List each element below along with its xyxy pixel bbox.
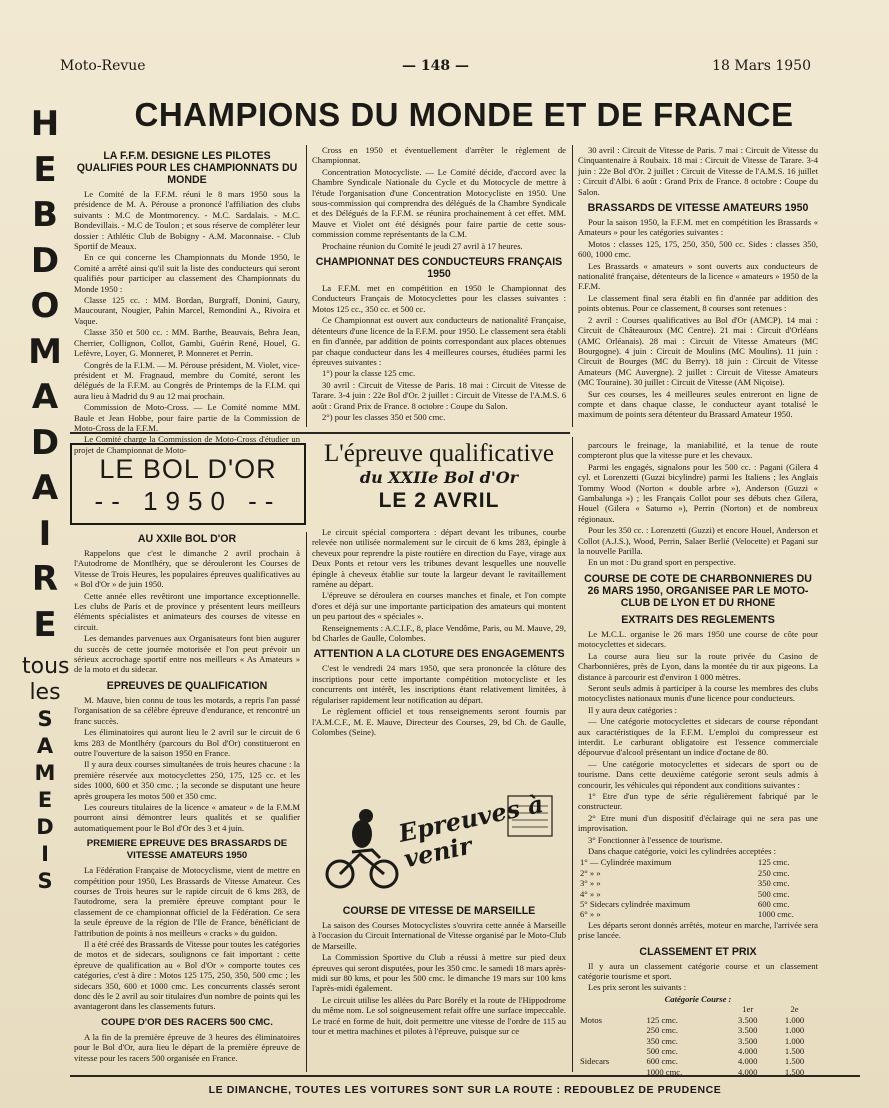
table-row (578, 1067, 818, 1077)
paragraph: Il y aura un classement catégorie course et un classement catégorie tourisme et sport. (578, 960, 818, 982)
table-row (578, 1025, 818, 1035)
side-word-les: les (29, 680, 61, 705)
paragraph: Les prix seront les suivants : (588, 982, 687, 993)
paragraph: Dans chaque catégorie, voici les cylindrées acceptées : (588, 846, 777, 856)
paragraph: Commission de Moto-Cross. — Le Comité nomme MM. Baule et Jean Hobbe, pour faire partie de la Commission de Moto-Cross de la F.F.M. (74, 402, 300, 433)
column-divider (306, 145, 307, 427)
side-letter: R (31, 559, 59, 599)
paragraph: 1°) pour la classe 125 cmc. (322, 368, 416, 379)
magazine-name: Moto-Revue (60, 58, 146, 74)
table-cell: 6° » » (580, 909, 601, 920)
table-cell: 125 cmc. (757, 857, 790, 868)
paragraph: Le Comité charge la Commission de Moto-Cross d'étudier un projet de Championnat de Moto- (74, 434, 300, 455)
bol-dor-title: LE BOL D'OR (99, 454, 277, 484)
bol-dor-headline (312, 440, 566, 514)
paragraph: 2 avril : Courses qualificatives au Bol d'Or (AMCP). 14 mai : Circuit de Châteauroux (MC Centre). 21 mai : Circuit d'Orléans (AMC Orléanais). 28 mai : Circuit de Vitesse Amateurs (MC Bourgogne). 4 juin : Circuit de Moulins (MC Moulins). 11 juin : Circuit de Bourges (MC du Berry). 18 juin : Circuit de Vitesse Amateurs (MC Auvergne). 2 juillet : Circuit de Vitesse Amateurs (MC Touraine). 30 juillet : Circuit de Vitesse (AM Niçoise). (578, 314, 818, 388)
paragraph: Le circuit spécial comportera : départ devant les tribunes, courbe relevée non utilisée normalement sur le circuit de 6 kms 283, épingle à cheveux pour reprendre la piste routière en direction du Faye, virage aux Deux Ponts et retour vers les tribunes devant lesquelles une nouvelle épingle à cheveux établie sur toute la largeur devant le ravitaillement ramène au départ. (312, 527, 566, 590)
side-letter: D (36, 815, 54, 839)
issue-date: 18 Mars 1950 (712, 58, 811, 74)
headline: COUPE D'OR DES RACERS 500 CMC. (101, 1016, 273, 1028)
epreuves-illustration (322, 788, 562, 892)
paragraph: 30 avril : Circuit de Vitesse de Paris. 18 mai : Circuit de Vitesse de Tarare. 3-4 juin : 22e Bol d'Or. 2 juillet : Circuit de Vitesse de l'A.M.S. 6 août : Grand Prix de France. 8 octobre : Coupe du Salon. (312, 379, 566, 411)
paragraph: La Commission Sportive du Club a réussi à mettre sur pied deux épreuves qui seront disputées, pour les 350 cmc. le samedi 18 mars après-midi sur 80 kms, et pour les 500 cmc. le dimanche 19 mars sur 100 kms l'après-midi également. (312, 952, 566, 994)
side-letter: M (28, 331, 62, 372)
table-cell (578, 1067, 644, 1077)
table-cell: 4° » » (580, 888, 601, 899)
table-cell: 600 cmc. (646, 1056, 678, 1067)
paragraph: Motos : classes 125, 175, 250, 350, 500 cc. Sides : classes 350, 600, 1000 cmc. (578, 238, 818, 260)
side-word-tous: tous (22, 654, 70, 679)
paragraph: 30 avril : Circuit de Vitesse de Paris. 7 mai : Circuit de Vitesse du Cinquantenaire à Roubaix. 18 mai : Circuit de Vitesse de Tarare. 3-4 juin : 22e Bol d'Or. 2 juillet : Circuit de Vitesse de l'A.M.S. 16 juillet : Circuit d'Albi. 6 août : Grand Prix de France. 8 octobre : Coupe du Salon. (578, 145, 818, 197)
paragraph: — Une catégorie motocyclettes et sidecars de course répondant aux caractéristiques de la F.F.M. L'emploi du compresseur est interdit. Le carburant obligatoire est l'essence commerciale dépourvue d'alcool présentant un indice d'octane de 80. (578, 716, 818, 758)
headline: CHAMPIONNAT DES CONDUCTEURS FRANÇAIS 1950 (315, 256, 563, 281)
table-cell: 3.500 (738, 1014, 758, 1025)
table-cell: 1.500 (784, 1066, 805, 1077)
column-1 (74, 145, 300, 456)
paragraph: Le règlement officiel et tous renseignements seront fournis par l'A.M.C.F., M. E. Mauve, Directeur des Courses, 29, bd Ch. de Gaulle, Colombes (Seine). (312, 706, 566, 737)
side-banner (22, 102, 68, 895)
epreuve-date: LE 2 AVRIL (378, 489, 500, 512)
paragraph: 3° Fonctionner à l'essence de tourisme. (588, 834, 723, 845)
paragraph: A la fin de la première épreuve de 3 heures des éliminatoires pour le Bol d'Or, aura lieu le départ de la première épreuve de vitesse pour les racers 500 organisée en France. (74, 1031, 300, 1063)
headline: LA F.F.M. DESIGNE LES PILOTES QUALIFIES POUR LES CHAMPIONNATS DU MONDE (76, 150, 298, 186)
table-cell: 250 cmc. (757, 867, 790, 878)
paragraph: Seront seuls admis à participer à la course les membres des clubs motocyclistes nationaux munis d'une licence pour conducteurs. (578, 682, 818, 704)
prix-title: Catégorie Course : (664, 993, 732, 1004)
paragraph: Il y aura deux courses simultanées de trois heures chacune : la première réservée aux motocyclettes 250, 175, 125 cc. et les sides 1000, 600 et 350 cmc. ; la seconde se disputant une heure après groupera les motos 500 et 350 cmc. (74, 759, 300, 801)
table-row (578, 1004, 818, 1014)
paragraph: 2°) pour les classes 350 et 500 cmc. (322, 411, 446, 422)
table-cell: 4.000 (738, 1045, 758, 1056)
paragraph: Sur ces courses, les 4 meilleures seules entreront en ligne de compte et dans chaque classe, le conducteur ayant totalisé le maximum de points sera détenteur du Brassard Amateur 1950. (578, 388, 818, 420)
paragraph: Les coureurs titulaires de la licence « amateur » de la F.M.M pourront ainsi démontrer leurs qualités et se qualifier automatiquement pour le Bol d'Or des 3 et 4 juin. (74, 801, 300, 833)
paragraph: 2° Etre muni d'un dispositif d'éclairage qui ne sera pas une improvisation. (578, 812, 818, 834)
bol-dor-year: -- 1950 -- (94, 486, 282, 516)
table-cell: 4.000 (738, 1066, 758, 1077)
paragraph: La F.F.M. met en compétition en 1950 le Championnat des Conducteurs Français de Motocyclettes pour les classes suivantes : Motos 125 cc., 350 cc. et 500 cc. (312, 283, 566, 314)
paragraph: M. Mauve, bien connu de tous les motards, a repris l'an passé l'organisation de sa célèbre épreuve d'endurance, et rencontré un franc succès. (74, 694, 300, 726)
epreuves-a-venir-text: Epreuves à venir (395, 788, 546, 874)
table-cell: 250 cmc. (646, 1025, 678, 1036)
paragraph: parcours le freinage, la maniabilité, et la tenue de route compteront plus que la vitesse pure et les chevaux. (578, 440, 818, 461)
column-divider (306, 532, 307, 1072)
paragraph: Classe 125 cc. : MM. Bordan, Burgraff, Donini, Gaury, Maucourant, Nougier, Pahin Marcel, Remondini A., Rivoira et Vaque. (74, 295, 300, 326)
paragraph: Le M.C.L. organise le 26 mars 1950 une course de côte pour motocyclettes et sidecars. (578, 628, 818, 650)
headline: COURSE DE VITESSE DE MARSEILLE (342, 905, 536, 917)
table-cell (578, 1025, 644, 1035)
paragraph: Congrès de la F.I.M. — M. Pérouse président, M. Violet, vice-président et M. Fragnaud, membre du Comité, seront les délégués de la F.F.M. au Congrès de Printemps de la F.I.M. qui aura lieu à Madrid du 9 au 12 mai prochain. (74, 359, 300, 401)
paragraph: Il y aura deux catégories : (588, 704, 678, 715)
headline: CLASSEMENT ET PRIX (639, 945, 757, 958)
prix-table (578, 1004, 818, 1077)
side-letter: S (37, 869, 53, 893)
epreuve-subtitle: du XXIIe Bol d'Or (359, 468, 519, 487)
column-1-lower (74, 528, 300, 1064)
paragraph: Parmi les engagés, signalons pour les 500 cc. : Pagani (Gilera 4 cyl. et Lorenzetti (Guzzi bicylindre) parmi les Italiens ; les Anglais Tommy Wood (Norton « double arbre »), Anderson (Guzzi « Gambalunga ») ; les Français Collot pour ses débuts chez Gilera, Houel (Gilera « Saturno »), Perrin (Norton) et de nombreux régionaux. (578, 461, 818, 524)
table-cell: 1.500 (784, 1056, 805, 1067)
table-cell: 4.000 (738, 1056, 758, 1067)
table-cell: 1.000 (784, 1014, 805, 1025)
paragraph: Les éliminatoires qui auront lieu le 2 avril sur le circuit de 6 kms 283 de Montlhéry (parcours du Bol d'Or) constitueront en outre l'ouverture de la saison 1950 en France. (74, 727, 300, 758)
table-cell: 1000 cmc. (646, 1066, 683, 1077)
paragraph: Pour la saison 1950, la F.F.M. met en compétition les Brassards « Amateurs » pour les catégories suivantes : (578, 217, 818, 238)
side-letter: D (30, 422, 60, 463)
table-cell (578, 1046, 644, 1056)
table-cell: 3.500 (738, 1035, 758, 1046)
table-cell: 1000 cmc. (757, 909, 794, 920)
page-number: — 148 — (402, 58, 469, 74)
column-2 (312, 145, 566, 423)
table-cell: 350 cmc. (646, 1035, 678, 1046)
paragraph: Prochaine réunion du Comité le jeudi 27 avril à 17 heures. (322, 240, 523, 251)
headline: COURSE DE COTE DE CHARBONNIERES DU 26 MARS 1950, ORGANISEE PAR LE MOTO-CLUB DE LYON ET DU RHONE (584, 572, 812, 609)
table-header: 1er (742, 1004, 754, 1015)
side-letter: I (38, 513, 52, 554)
paragraph: Renseignements : A.C.I.F., 8, place Vendôme, Paris, ou M. Mauve, 29, bd Charles de Gaulle, Colombes. (312, 622, 566, 644)
paragraph: Rappelons que c'est le dimanche 2 avril prochain à l'Autodrome de Montlhéry, que se dérouleront les Courses de Vitesse de Trois Heures, les populaires épreuves qualificatives au « Bol d'Or » de juin 1950. (74, 548, 300, 590)
table-cell: Sidecars (580, 1056, 610, 1067)
column-3 (578, 145, 818, 421)
table-cell: Motos (580, 1014, 602, 1025)
table-row (578, 1036, 818, 1046)
side-letter: E (33, 149, 57, 190)
side-letter: A (36, 734, 54, 758)
paragraph: En un mot : Du grand sport en perspective. (588, 557, 736, 568)
headline: AU XXIIe BOL D'OR (137, 533, 237, 545)
table-header: 2e (790, 1004, 799, 1015)
table-row (578, 878, 818, 888)
side-letter: O (30, 286, 60, 326)
table-cell: 1° — Cylindrée maximum (580, 857, 672, 868)
paragraph: Classe 350 et 500 cc. : MM. Barthe, Beauvais, Behra Jean, Cherrier, Collignon, Collot, Gambi, Guérin René, Houel, G. Lefèvre, Loyer, G. Monneret, P. Monneret et Perrin. (74, 327, 300, 359)
side-letter: B (32, 195, 58, 235)
side-letter: A (31, 468, 59, 508)
table-row (578, 909, 818, 919)
column-divider (572, 145, 573, 427)
paragraph: Le classement final sera établi en fin d'année par addition des points obtenus. Pour ce classement, 8 courses sont retenues : (578, 292, 818, 314)
headline: BRASSARDS DE VITESSE AMATEURS 1950 (587, 202, 809, 215)
paragraph: Les Brassards « amateurs » sont ouverts aux conducteurs de nationalité française, détenteurs de la licence « amateurs » 1950 de la F.F.M. (578, 260, 818, 292)
paragraph: C'est le vendredi 24 mars 1950, que sera prononcée la clôture des inscriptions pour cette importante compétition motocycliste et les concurrents ont intérêt, les inscriptions étant relativement limitées, à régulariser rapidement leur notification au départ. (312, 663, 566, 705)
column-3-lower (578, 440, 818, 1077)
table-cell: 1.500 (784, 1045, 805, 1056)
table-cell: 125 cmc. (646, 1014, 678, 1025)
side-letter: H (30, 104, 60, 144)
side-letter: I (41, 842, 49, 866)
table-cell: 3° » » (580, 878, 601, 889)
headline: ATTENTION A LA CLOTURE DES ENGAGEMENTS (313, 648, 565, 661)
headline: PREMIERE EPREUVE DES BRASSARDS DE VITESSE AMATEURS 1950 (86, 838, 288, 862)
table-cell: 1.000 (784, 1035, 805, 1046)
paragraph: Concentration Motocycliste. — Le Comité décide, d'accord avec la Chambre Syndicale Nationale du Cycle et du Motocycle de mettre à l'étude l'organisation d'une Concentration Motocycliste en 1950. Une sous-commission qui comprendra des délégués de la Chambre Syndicale et des Délégués de la F.F.M. se réunira prochainement à cet effet. MM. Mauve et Violet ont été désignés pour faire partie de cette sous-commission comme représentants de la C.M. (312, 166, 566, 240)
paragraph: Les départs seront donnés arrêtés, moteur en marche, l'arrivée sera prise lancée. (578, 919, 818, 941)
epreuve-title: L'épreuve qualificative (323, 440, 555, 467)
paragraph: Le circuit utilise les allées du Parc Borély et la route de l'Hippodrome du même nom. Le sol soigneusement refait offre une surface impeccable. Le tracé en forme de huit, doit permettre une vitesse de l'ordre de 115 au tour et mettra machines et pilotes à l'épreuve, puisque sur ce (312, 994, 566, 1037)
table-row (578, 1046, 818, 1056)
table-row (578, 899, 818, 909)
headline: EPREUVES DE QUALIFICATION (106, 679, 268, 692)
side-letter: A (31, 377, 59, 417)
side-letter: E (37, 788, 53, 812)
table-cell (578, 1036, 644, 1046)
table-row (578, 857, 818, 867)
side-letter: M (34, 761, 56, 785)
paragraph: 1° Etre d'un type de série régulièrement fabriqué par le constructeur. (578, 790, 818, 812)
paragraph: Les demandes parvenues aux Organisateurs font bien augurer du succès de cette journée motorisée et l'on peut prévoir un sérieux accrochage sportif entre nos meilleurs « As Amateurs » de la moto et du sidecar. (74, 633, 300, 675)
table-cell: 500 cmc. (646, 1045, 678, 1056)
bol-dor-box (70, 443, 306, 525)
paragraph: Pour les 350 cc. : Lorenzetti (Guzzi) et encore Houel, Anderson et Collot (A.J.S.), Wood, Perrin, Salaer Berlié (Velocette) et Pagani sur la nouvelle Parilla. (578, 525, 818, 557)
column-2-bottom (312, 900, 566, 1037)
table-row (578, 1015, 818, 1025)
footer-slogan: LE DIMANCHE, TOUTES LES VOITURES SONT SUR LA ROUTE : REDOUBLEZ DE PRUDENCE (208, 1084, 722, 1096)
paragraph: Le Comité de la F.F.M. réuni le 8 mars 1950 sous la présidence de M. A. Pérouse a prononcé l'affiliation des clubs suivants : M.C de Montmorency. - M.C. Sardalais. - M.C. Bondevillais. - M.C de Toulon ; et sous réserve de compléter leur dossier : Athlétic Club de Bobigny - A.M. Maconnaise. - Club Sportif de Meaux. (74, 189, 300, 252)
cylinder-table (578, 857, 818, 919)
side-letter: E (33, 604, 57, 645)
paragraph: La Fédération Française de Motocyclisme, vient de mettre en compétition pour 1950, Les Brassards de Vitesse Amateur. Ces courses de Trois heures sur le rapide circuit de 6 kms 283, de l'autodrome, sera la première épreuve comptant pour le classement de ce championnat officiel de la Fédération. Ce sera la seule épreuve de la région de l'Ile de France, bénéficiant de l'attribution de points à nos meilleurs « cracks » du guidon. (74, 865, 300, 938)
table-cell: 5° Sidecars cylindrée maximum (580, 899, 691, 910)
side-letter: D (30, 240, 60, 281)
column-2-lower (312, 527, 566, 738)
table-cell: 600 cmc. (757, 899, 790, 910)
page-header (60, 58, 811, 80)
table-row (578, 1056, 818, 1066)
paragraph: La saison des Courses Motocyclistes s'ouvrira cette année à Marseille à l'occasion du Circuit International de Vitesse organisé par le Moto-Club de Marseille. (312, 920, 566, 951)
paragraph: — Une catégorie motocyclettes et sidecars de sport ou de tourisme. Dans cette deuxième catégorie seront seuls admis à concourir, les véhicules qui répondent aux conditions suivantes : (578, 758, 818, 790)
table-row (578, 868, 818, 878)
headline: EXTRAITS DES REGLEMENTS (621, 613, 775, 626)
column-divider (572, 437, 573, 1072)
paragraph: Il a été créé des Brassards de Vitesse pour toutes les catégories de motos et de sidecars, soulignons ce fait important : cette épreuve de qualification au « Bol d'Or » comporte toutes ces catégories, c'est à dire : Motos 125 175, 250, 350, 500 cmc ; les sidecars 350, 600 et 1000 cmc. Les concurrents classés seront donc dès le 2 avril au soir titulaires d'un nombre de points qui les avantageront dans les classements futurs. (74, 939, 300, 1012)
table-cell: 350 cmc. (757, 878, 790, 889)
side-letter: S (37, 707, 53, 731)
table-cell: 2° » » (580, 867, 601, 878)
paragraph: La course aura lieu sur la route privée du Casino de Charbonnières, près de Lyon, dans la montée du tir aux pigeons. La distance à parcourir est d'environ 1 000 mètres. (578, 650, 818, 682)
table-cell: 500 cmc. (757, 888, 790, 899)
paragraph: L'épreuve se déroulera en courses manches et finale, et l'on compte d'ores et déjà sur une importante participation des amateurs qui montent un peu partout des « spéciales ». (312, 590, 566, 622)
table-cell: 1.000 (784, 1025, 805, 1036)
page-title: CHAMPIONS DU MONDE ET DE FRANCE (134, 96, 794, 133)
table-row (578, 889, 818, 899)
table-cell: 3.500 (738, 1025, 758, 1036)
paragraph: Cette année elles revêtiront une importance exceptionnelle. Les clubs de Paris et de province y présentent leurs meilleurs éléments spécialistes et animateurs des courses de vitesse en circuit. (74, 590, 300, 632)
paragraph: En ce qui concerne les Championnats du Monde 1950, le Comité a arrêté ainsi qu'il suit la liste des conducteurs qui seront qualifiés pour participer au classement des Championnats du Monde 1950 : (74, 252, 300, 294)
paragraph: Cross en 1950 et éventuellement d'arrêter le règlement de Championnat. (312, 145, 566, 166)
paragraph: Ce Championnat est ouvert aux conducteurs de nationalité Française, détenteurs d'une licence de la F.F.M. pour 1950. Le classement sera établi en fin d'année, par addition de points correspondant aux places obtenues par chaque conducteur dans les 4 meilleures courses, étudiées parmi les épreuves suivantes : (312, 315, 566, 367)
